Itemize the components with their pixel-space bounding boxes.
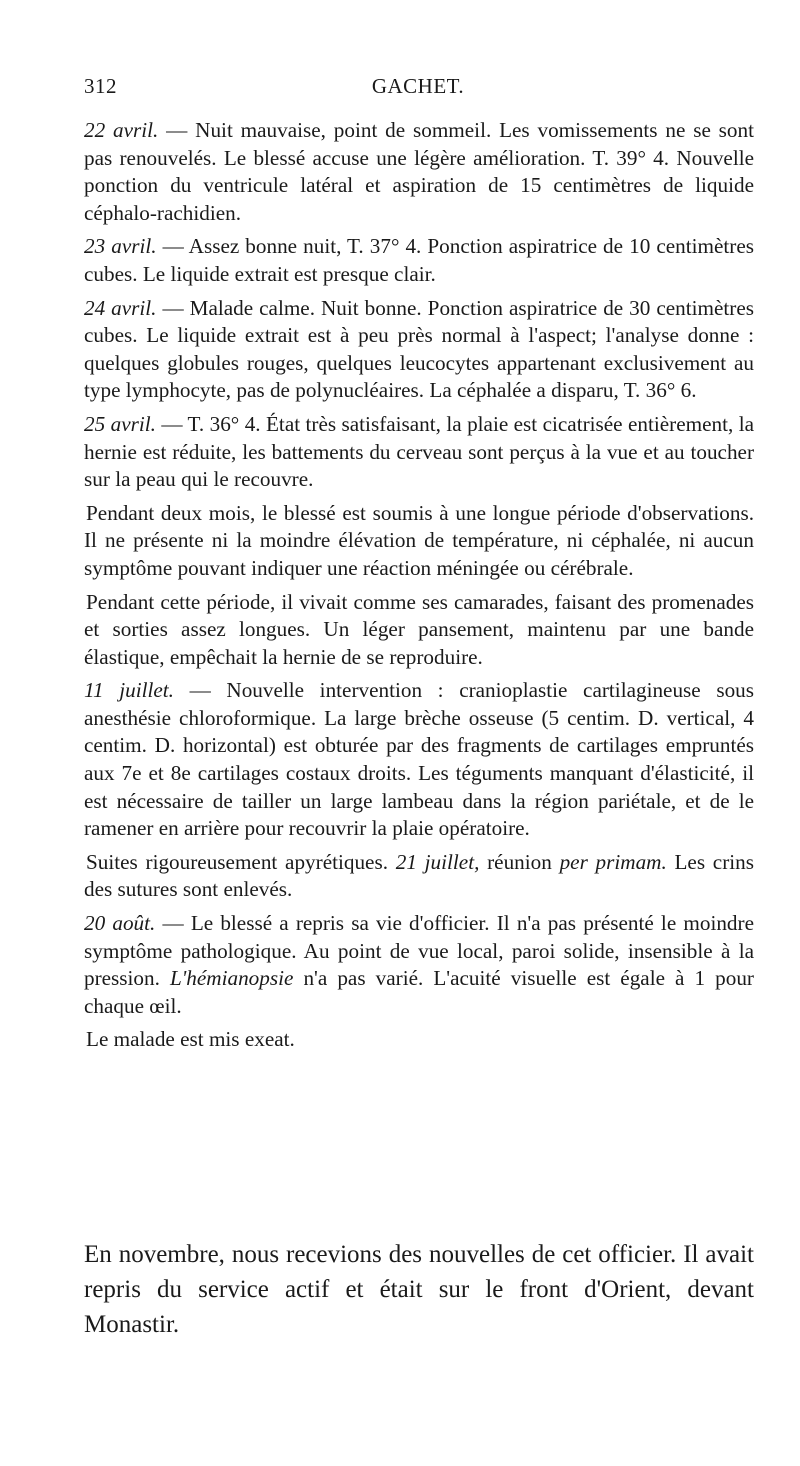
entry-date: 23 avril. [84,234,157,259]
paragraph-text: Le malade est mis exeat. [86,1027,295,1052]
entry-text: — T. 36° 4. État très satisfaisant, la plaie est cicatrisée entièrement, la hernie est réduite, les battements du cerveau sont perçus à la vue et au toucher sur la peau qui le recouvre. [84,411,754,492]
entry-date: 20 août. [84,911,156,936]
entry-date: 22 avril. [84,118,159,142]
paragraph-text: Suites rigoureusement apyrétiques. [86,849,396,874]
paragraph-text: Pendant cette période, il vivait comme ses camarades, faisant des promenades et sorties assez longues. Un léger pansement, maintenu par une bande élastique, empêchait la hernie de se reproduire. [84,589,754,669]
paragraph-exeat [84,1026,754,1054]
emphasized-term: L'hémianopsie [169,966,294,991]
entry-date: 24 avril. [84,295,157,320]
entry-22-avril [84,117,754,227]
entry-date: 25 avril. [84,411,156,436]
entry-text: — Malade calme. Nuit bonne. Ponction aspiratrice de 30 centimètres cubes. Le liquide extrait est à peu près normal à l'aspect; l'analyse donne : quelques globules rouges, quelques leucocytes appartenant exclusivement au type lymphocyte, pas de polynucléaires. La céphalée a disparu, T. 36° 6. [84,295,754,403]
paragraph-text: Les crins des sutures sont enlevés. [84,849,754,902]
body-text [84,117,754,1054]
page-number: 312 [84,74,117,98]
closing-text: En novembre, nous recevions des nouvelles de cet officier. Il avait repris du service actif et était sur le front d'Orient, devant Monastir. [84,1241,754,1338]
page-header [84,74,752,102]
entry-24-avril [84,295,754,405]
entry-25-avril [84,411,754,494]
paragraph-daily-life [84,589,754,672]
closing-paragraph [84,1237,754,1342]
latin-phrase: per primam. [559,849,667,874]
entry-date: 21 juillet, [395,849,480,874]
paragraph-text: Pendant deux mois, le blessé est soumis à une longue période d'observations. Il ne présente ni la moindre élévation de température, ni céphalée, ni aucun symptôme pouvant indiquer une réaction méningée ou cérébrale. [84,500,754,580]
running-head: GACHET. [371,74,465,98]
entry-11-juillet [84,677,754,843]
entry-text: — Assez bonne nuit, T. 37° 4. Ponction aspiratrice de 10 centimètres cubes. Le liquide extrait est presque clair. [84,234,754,286]
paragraph-text: réunion [479,849,560,874]
entry-text: — Nuit mauvaise, point de sommeil. Les vomissements ne se sont pas renouvelés. Le blessé accuse une légère amélioration. T. 39° 4. Nouvelle ponction du ventricule latéral et aspiration de 15 centimètres de liquide céphalo-rachidien. [84,118,754,225]
paragraph-post-op [84,849,754,904]
entry-23-avril [84,233,754,288]
entry-text: — Le blessé a repris sa vie d'officier. Il n'a pas présenté le moindre symptôme pathologique. Au point de vue local, paroi solide, insensible à la pression. [84,911,754,991]
paragraph-observation-period [84,500,754,583]
entry-text: — Nouvelle intervention : cranioplastie cartilagineuse sous anesthésie chloroformique. La large brèche osseuse (5 centim. D. vertical, 4 centim. D. horizontal) est obturée par des fragments de cartilages empruntés aux 7e et 8e cartilages costaux droits. Les téguments manquant d'élasticité, il est nécessaire de tailler un large lambeau dans la région pariétale, et de le ramener en arrière pour recouvrir la plaie opératoire. [84,678,755,841]
entry-date: 11 juillet. [84,678,174,703]
entry-20-aout [84,910,754,1020]
entry-text: n'a pas varié. L'acuité visuelle est égale à 1 pour chaque œil. [84,966,754,1018]
